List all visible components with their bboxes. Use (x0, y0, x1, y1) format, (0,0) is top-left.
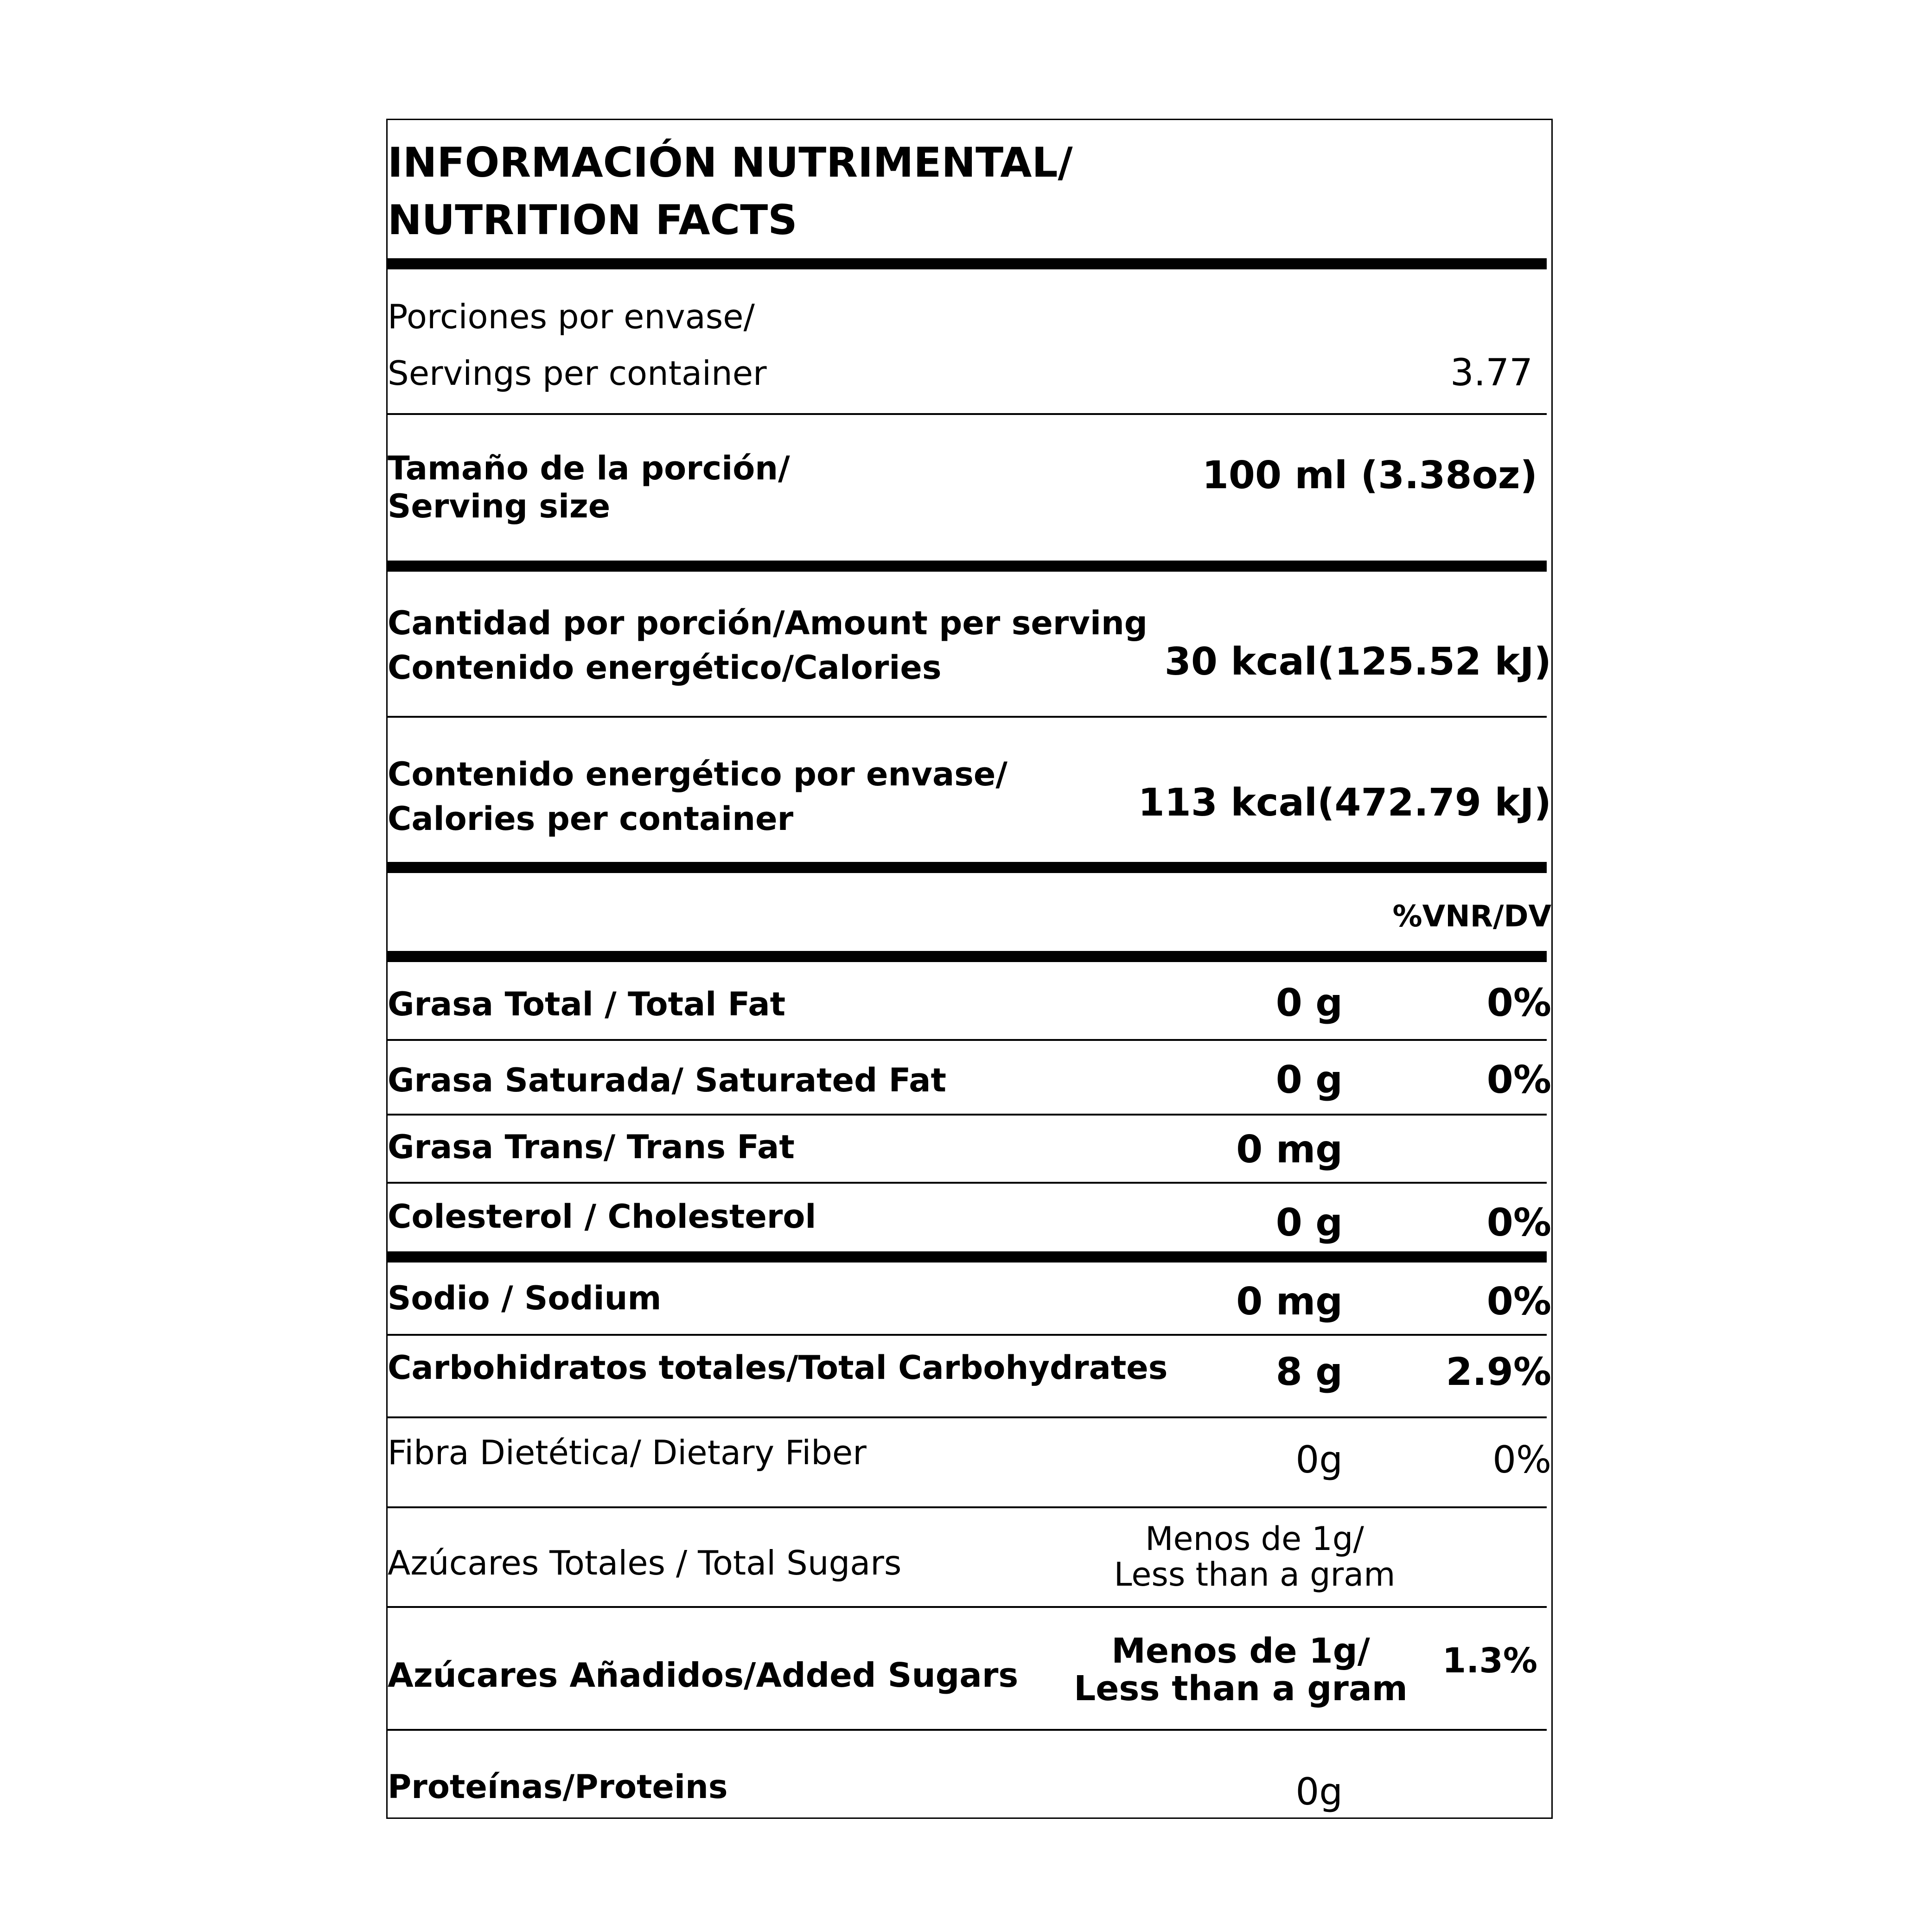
nutrient-dv: 1.3% (1442, 1641, 1537, 1681)
nutrient-amount (1046, 1632, 1435, 1708)
divider (388, 1416, 1547, 1418)
calories-container-label-es: Contenido energético por envase/ (388, 755, 1007, 793)
nutrient-amount: 8 g (1275, 1350, 1343, 1394)
divider (388, 716, 1547, 718)
servings-value: 3.77 (1450, 351, 1533, 394)
nutrient-label: Azúcares Totales / Total Sugars (388, 1543, 902, 1582)
nutrient-amount (1074, 1521, 1435, 1593)
divider (388, 1729, 1547, 1731)
nutrient-dv: 0% (1486, 1058, 1551, 1102)
nutrient-amount: 0 mg (1236, 1280, 1343, 1324)
nutrient-amount: 0 mg (1236, 1128, 1343, 1172)
nutrient-label: Grasa Trans/ Trans Fat (388, 1128, 795, 1166)
serving-size-value: 100 ml (3.38oz) (1202, 453, 1537, 497)
serving-size-label-es: Tamaño de la porción/ (388, 449, 790, 487)
serving-size-label-en: Serving size (388, 487, 611, 525)
nutrient-dv: 0% (1486, 1280, 1551, 1324)
servings-label-es: Porciones por envase/ (388, 297, 755, 336)
calories-container-value: 113 kcal(472.79 kJ) (1138, 781, 1551, 825)
divider (388, 258, 1547, 269)
nutrient-amount: 0g (1295, 1438, 1343, 1481)
nutrient-amount-line: Menos de 1g/ (1145, 1520, 1364, 1558)
divider (388, 951, 1547, 962)
nutrient-amount: 0 g (1275, 1201, 1343, 1245)
nutrient-label: Carbohidratos totales/Total Carbohydrates (388, 1349, 1168, 1387)
servings-label-en: Servings per container (388, 354, 767, 393)
amount-per-serving-label: Cantidad por porción/Amount per serving (388, 604, 1148, 642)
nutrient-label: Grasa Saturada/ Saturated Fat (388, 1061, 947, 1099)
calories-container-label-en: Calories per container (388, 800, 794, 838)
nutrient-amount: 0 g (1275, 981, 1343, 1025)
nutrient-amount-line: Less than a gram (1114, 1556, 1396, 1594)
nutrient-dv: 2.9% (1446, 1350, 1551, 1394)
title-line-2: NUTRITION FACTS (388, 196, 797, 244)
divider (388, 1182, 1547, 1184)
divider (388, 413, 1547, 415)
divider (388, 1251, 1547, 1262)
divider (388, 862, 1547, 873)
divider (388, 1506, 1547, 1508)
divider (388, 561, 1547, 572)
nutrient-label: Sodio / Sodium (388, 1279, 662, 1317)
divider (388, 1334, 1547, 1336)
divider (388, 1114, 1547, 1116)
calories-value: 30 kcal(125.52 kJ) (1164, 640, 1551, 684)
nutrient-amount-line: Menos de 1g/ (1111, 1631, 1370, 1671)
nutrient-dv: 0% (1492, 1438, 1551, 1481)
nutrient-dv: 0% (1486, 1201, 1551, 1245)
nutrition-facts-label (386, 119, 1553, 1819)
nutrient-label: Fibra Dietética/ Dietary Fiber (388, 1433, 867, 1472)
nutrient-amount-line: Less than a gram (1074, 1669, 1408, 1709)
nutrient-label: Grasa Total / Total Fat (388, 985, 786, 1023)
nutrient-label: Proteínas/Proteins (388, 1768, 728, 1806)
calories-label: Contenido energético/Calories (388, 649, 942, 687)
divider (388, 1039, 1547, 1041)
nutrient-amount: 0g (1295, 1770, 1343, 1813)
title-line-1: INFORMACIÓN NUTRIMENTAL/ (388, 139, 1073, 186)
dv-header: %VNR/DV (1392, 899, 1551, 934)
nutrient-label: Azúcares Añadidos/Added Sugars (388, 1656, 1019, 1695)
nutrient-amount: 0 g (1275, 1058, 1343, 1102)
divider (388, 1606, 1547, 1608)
nutrient-dv: 0% (1486, 981, 1551, 1025)
nutrient-label: Colesterol / Cholesterol (388, 1198, 816, 1236)
